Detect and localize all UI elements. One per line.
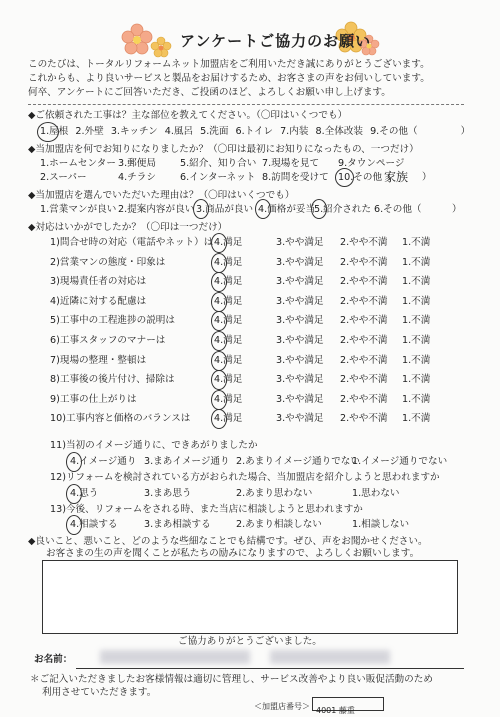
q12-option-1[interactable]: 1.思わない (352, 488, 400, 499)
handwritten-answer: 家族 (384, 170, 409, 184)
answer-circle (211, 409, 227, 429)
q1-options (40, 126, 470, 138)
comments-instruction-1: ◆良いこと、悪いこと、どのような些細なことでも結構です。ぜひ、声をお聞かせください。 (28, 536, 428, 547)
q3-option-price[interactable]: 4.価格が妥当 (258, 204, 316, 215)
rating-option[interactable]: 1.不満 (402, 413, 431, 424)
rating-item-label: 1)問合せ時の対応（電話やネット）は (50, 237, 214, 248)
rating-item-label: 4)近隣に対する配慮は (50, 296, 147, 307)
answer-circle (66, 452, 82, 472)
q11-option-4[interactable]: 4.イメージ通り (70, 456, 137, 467)
q2-option-other-close: ） (422, 172, 432, 183)
rating-option[interactable]: 4.満足 (214, 374, 243, 385)
rating-option[interactable]: 1.不満 (402, 335, 431, 346)
q1-option-bath[interactable]: 4.風呂 (164, 126, 194, 137)
rating-option[interactable]: 1.不満 (402, 237, 431, 248)
q3-option-proposal[interactable]: 2.提案内容が良い (118, 204, 195, 215)
divider (28, 104, 464, 105)
privacy-note-2: 利用させていただきます。 (42, 687, 157, 698)
q13-option-2[interactable]: 2.あまり相談しない (236, 519, 322, 530)
rating-item-label: 8)工事後の後片付け、掃除は (50, 374, 175, 385)
rating-option[interactable]: 4.満足 (214, 335, 243, 346)
q2-option-flyer[interactable]: 4.チラシ (118, 172, 156, 183)
q11-question: 11)当初のイメージ通りに、できあがりましたか (50, 440, 258, 451)
q1-option-interior[interactable]: 7.内装 (280, 126, 309, 137)
q2-option-referral[interactable]: 5.紹介、知り合い (180, 158, 257, 169)
q2-option-visit[interactable]: 8.訪問を受けて (262, 172, 329, 183)
rating-option[interactable]: 3.やや満足 (276, 335, 324, 346)
rating-option[interactable]: 1.不満 (402, 276, 431, 287)
answer-circle (37, 122, 59, 142)
rating-option[interactable]: 2.やや不満 (340, 257, 388, 268)
rating-item-label: 2)営業マンの態度・印象は (50, 257, 166, 268)
rating-option[interactable]: 2.やや不満 (340, 276, 388, 287)
answer-circle (211, 390, 227, 410)
q2-option-internet[interactable]: 6.インターネット (180, 172, 256, 183)
q11-option-3[interactable]: 3.まあイメージ通り (144, 456, 230, 467)
q12-question: 12)リフォームを検討されている方がおられた場合、当加盟店を紹介しようと思われますか (50, 472, 440, 483)
flower-decoration-left-small (150, 36, 172, 58)
q12-option-4[interactable]: 4.思う (70, 488, 99, 499)
q2-option-other[interactable]: 10.その他（ (338, 172, 392, 183)
answer-circle (193, 199, 209, 219)
rating-option[interactable]: 3.やや満足 (276, 355, 324, 366)
name-label: お名前： (34, 654, 73, 665)
q3-option-product[interactable]: 3.商品が良い (196, 204, 254, 215)
answer-circle (66, 484, 82, 504)
page-title: アンケートご協力のお願い (180, 32, 372, 50)
q2-option-homecenter[interactable]: 1.ホームセンター (40, 158, 116, 169)
rating-option[interactable]: 2.やや不満 (340, 335, 388, 346)
q2-question: ◆当加盟店を何でお知りになりましたか？（〇印は最初にお知りになったもの、一つだけ） (28, 144, 419, 155)
rating-option[interactable]: 2.やや不満 (340, 237, 388, 248)
q11-option-2[interactable]: 2.あまりイメージ通りでない (236, 456, 360, 467)
q3-option-other-close: ） (452, 204, 462, 215)
rating-option[interactable]: 1.不満 (402, 257, 431, 268)
rating-option[interactable]: 3.やや満足 (276, 276, 324, 287)
rating-option[interactable]: 1.不満 (402, 394, 431, 405)
redacted-name (270, 650, 390, 664)
answer-circle (311, 199, 327, 219)
rating-item-label: 9)工事の仕上がりは (50, 394, 137, 405)
q3-option-referred[interactable]: 5.紹介された (314, 204, 372, 215)
rating-option[interactable]: 3.やや満足 (276, 237, 324, 248)
rating-option[interactable]: 4.満足 (214, 237, 243, 248)
flower-decoration-left (120, 22, 154, 56)
q3-option-other[interactable]: 6.その他（ (374, 204, 422, 215)
answer-circle (211, 351, 227, 371)
rating-option[interactable]: 3.やや満足 (276, 257, 324, 268)
store-number-label: ＜加盟店番号＞ (254, 702, 310, 711)
q1-option-roof[interactable]: 1.屋根 (40, 126, 69, 137)
q13-option-1[interactable]: 1.相談しない (352, 519, 410, 530)
privacy-note-1: ＊ご記入いただきましたお客様情報は適切に管理し、サービス改善やより良い販促活動のため (30, 674, 433, 685)
answer-circle (211, 233, 227, 253)
q2-option-site[interactable]: 7.現場を見て (262, 158, 320, 169)
rating-option[interactable]: 1.不満 (402, 315, 431, 326)
comments-textarea[interactable] (42, 560, 458, 634)
q1-option-toilet[interactable]: 6.トイレ (235, 126, 274, 137)
rating-item-label: 10)工事内容と価格のバランスは (50, 413, 191, 424)
comments-instruction-2: お客さまの生の声を聞くことが私たちの励みになりますので、よろしくお願いします。 (46, 548, 420, 559)
q12-option-2[interactable]: 2.あまり思わない (236, 488, 313, 499)
q11-option-1[interactable]: 1.イメージ通りでない (352, 456, 448, 467)
answer-circle (211, 370, 227, 390)
q3-option-sales[interactable]: 1.営業マンが良い (40, 204, 117, 215)
rating-option[interactable]: 3.やや満足 (276, 413, 324, 424)
rating-option[interactable]: 2.やや不満 (340, 394, 388, 405)
rating-option[interactable]: 4.満足 (214, 276, 243, 287)
rating-option[interactable]: 1.不満 (402, 355, 431, 366)
rating-option[interactable]: 1.不満 (402, 374, 431, 385)
rating-option[interactable]: 2.やや不満 (340, 355, 388, 366)
rating-option[interactable]: 2.やや不満 (340, 315, 388, 326)
rating-option[interactable]: 1.不満 (402, 296, 431, 307)
intro-line-2: これからも、より良いサービスと製品をお届けするため、お客さまの声をお伺いしています。 (28, 73, 430, 84)
answer-circle (255, 199, 271, 219)
answer-circle (66, 515, 82, 535)
answer-circle (211, 331, 227, 351)
q1-option-washroom[interactable]: 5.洗面 (200, 126, 229, 137)
intro-line-3: 何卒、アンケートにご回答いただき、ご投函のほど、よろしくお願い申し上げます。 (28, 87, 391, 98)
intro-line-1: このたびは、トータルリフォームネット加盟店をご利用いただき誠にありがとうございます。 (28, 59, 430, 70)
answer-circle (211, 253, 227, 273)
q1-question: ◆ご依頼された工事は？主な部位を教えてください。（〇印はいくつでも） (28, 110, 348, 121)
q13-option-4[interactable]: 4.相談する (70, 519, 118, 530)
intro-text (28, 58, 430, 100)
q1-option-exterior[interactable]: 2.外壁 (75, 126, 104, 137)
rating-item-label: 6)工事スタッフのマナーは (50, 335, 166, 346)
rating-option[interactable]: 2.やや不満 (340, 374, 388, 385)
rating-option[interactable]: 3.やや満足 (276, 374, 324, 385)
rating-item-label: 5)工事中の工程進捗の説明は (50, 315, 175, 326)
q2-option-supermarket[interactable]: 2.スーパー (40, 172, 87, 183)
q1-option-other[interactable]: 9.その他（ (370, 126, 418, 137)
redacted-name (100, 650, 250, 664)
rating-option[interactable]: 4.満足 (214, 315, 243, 326)
q1-option-kitchen[interactable]: 3.キッチン (110, 126, 158, 137)
answer-circle (211, 272, 227, 292)
answer-circle (211, 292, 227, 312)
q12-option-3[interactable]: 3.まあ思う (144, 488, 192, 499)
rating-option[interactable]: 2.やや不満 (340, 413, 388, 424)
store-number-box (312, 697, 384, 715)
q4-question: ◆対応はいかがでしたか？（〇印は一つだけ） (28, 222, 228, 233)
answer-circle (335, 168, 354, 187)
answer-circle (211, 311, 227, 331)
q2-option-postoffice[interactable]: 3.郵便局 (118, 158, 156, 169)
q1-option-full[interactable]: 8.全体改装 (315, 126, 364, 137)
rating-option[interactable]: 3.やや満足 (276, 315, 324, 326)
rating-option[interactable]: 4.満足 (214, 413, 243, 424)
rating-item-label: 3)現場責任者の対応は (50, 276, 147, 287)
q1-option-other-close: ） (460, 126, 471, 137)
rating-option[interactable]: 4.満足 (214, 296, 243, 307)
rating-option[interactable]: 3.やや満足 (276, 394, 324, 405)
store-number: 4001 藤重 (316, 706, 355, 715)
rating-item-label: 7)現場の整理・整頓は (50, 355, 147, 366)
rating-option[interactable]: 4.満足 (214, 394, 243, 405)
rating-option[interactable]: 3.やや満足 (276, 296, 324, 307)
rating-option[interactable]: 4.満足 (214, 257, 243, 268)
q13-option-3[interactable]: 3.まあ相談する (144, 519, 211, 530)
q2-option-townpage[interactable]: 9.タウンページ (338, 158, 405, 169)
rating-option[interactable]: 2.やや不満 (340, 296, 388, 307)
q3-question: ◆当加盟店を選んでいただいた理由は？（〇印はいくつでも） (28, 190, 295, 201)
q13-question: 13)今後、リフォームをされる時、また当店に相談しようと思われますか (50, 504, 363, 515)
rating-option[interactable]: 4.満足 (214, 355, 243, 366)
thanks-text: ご協力ありがとうございました。 (178, 636, 322, 647)
